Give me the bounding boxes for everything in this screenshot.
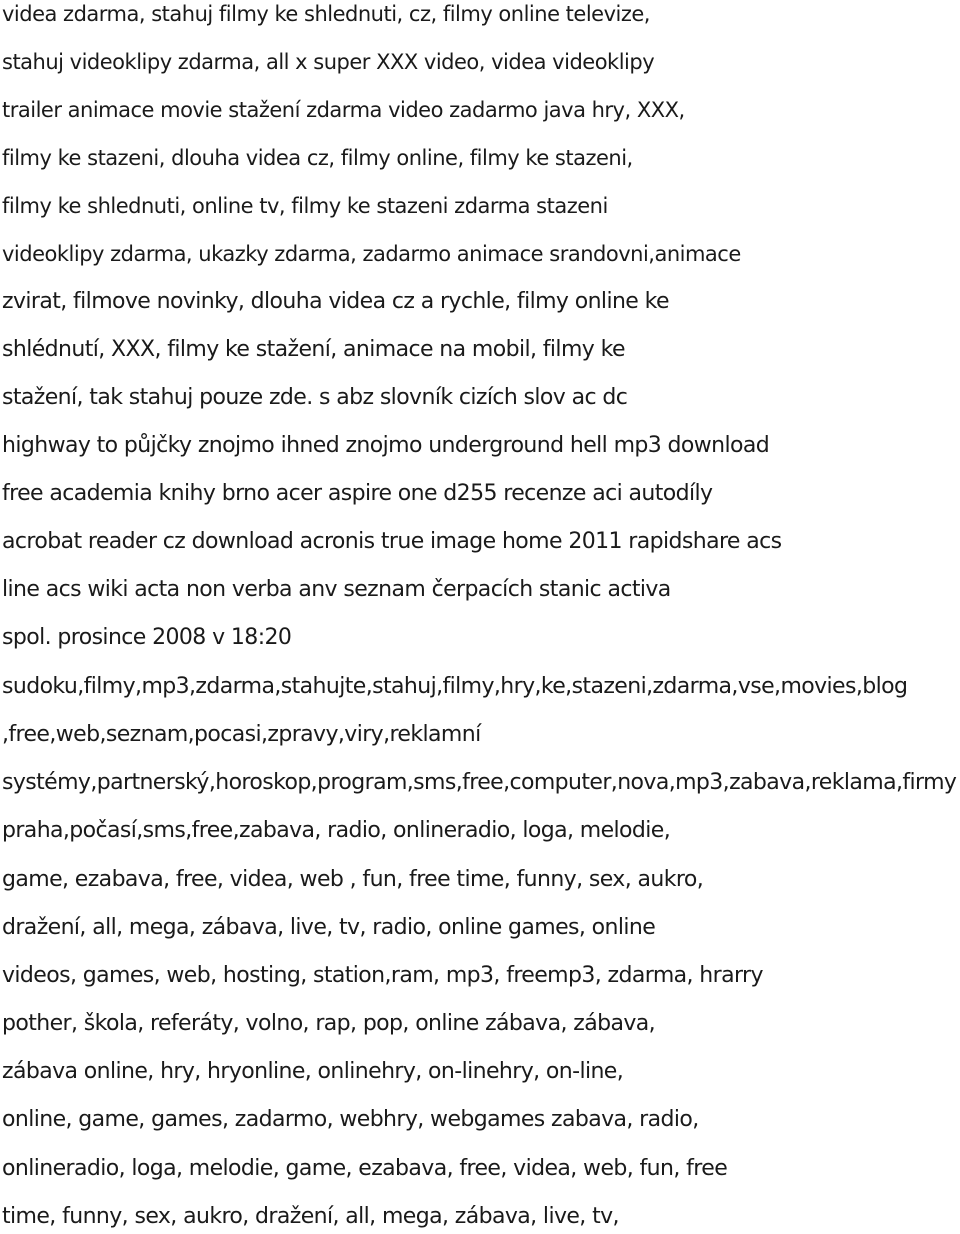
text-line: stahuj videoklipy zdarma, all x super XXX video, videa videoklipy xyxy=(2,50,655,74)
text-line: online, game, games, zadarmo, webhry, webgames zabava, radio, xyxy=(2,1107,699,1132)
text-line: game, ezabava, free, videa, web , fun, free time, funny, sex, aukro, xyxy=(2,867,704,892)
text-line: sudoku,filmy,mp3,zdarma,stahujte,stahuj,filmy,hry,ke,stazeni,zdarma,vse,movies,blog xyxy=(2,674,908,699)
text-line: praha,počasí,sms,free,zabava, radio, onlineradio, loga, melodie, xyxy=(2,818,671,843)
text-line: onlineradio, loga, melodie, game, ezabava, free, videa, web, fun, free xyxy=(2,1156,728,1181)
text-line: stažení, tak stahuj pouze zde. s abz slovník cizích slov ac dc xyxy=(2,385,628,410)
text-line: acrobat reader cz download acronis true image home 2011 rapidshare acs xyxy=(2,529,782,554)
text-line: videos, games, web, hosting, station,ram, mp3, freemp3, zdarma, hrarry xyxy=(2,963,763,988)
text-line: free academia knihy brno acer aspire one d255 recenze aci autodíly xyxy=(2,481,713,506)
text-line: filmy ke shlednuti, online tv, filmy ke stazeni zdarma stazeni xyxy=(2,194,608,218)
text-line: filmy ke stazeni, dlouha videa cz, filmy online, filmy ke stazeni, xyxy=(2,146,633,170)
text-line: time, funny, sex, aukro, dražení, all, mega, zábava, live, tv, xyxy=(2,1204,619,1229)
text-line: systémy,partnerský,horoskop,program,sms,free,computer,nova,mp3,zabava,reklama,firmy xyxy=(2,770,957,795)
text-line: videoklipy zdarma, ukazky zdarma, zadarmo animace srandovni,animace xyxy=(2,242,741,266)
text-line: trailer animace movie stažení zdarma video zadarmo java hry, XXX, xyxy=(2,98,685,122)
text-line: spol. prosince 2008 v 18:20 xyxy=(2,625,292,650)
text-line: zábava online, hry, hryonline, onlinehry, on-linehry, on-line, xyxy=(2,1059,624,1084)
text-line: ,free,web,seznam,pocasi,zpravy,viry,reklamní xyxy=(2,722,481,747)
text-line: pother, škola, referáty, volno, rap, pop, online zábava, zábava, xyxy=(2,1011,656,1036)
text-line: line acs wiki acta non verba anv seznam čerpacích stanic activa xyxy=(2,577,671,602)
text-line: highway to půjčky znojmo ihned znojmo underground hell mp3 download xyxy=(2,433,770,458)
text-line: dražení, all, mega, zábava, live, tv, radio, online games, online xyxy=(2,915,656,940)
text-line: videa zdarma, stahuj filmy ke shlednuti, cz, filmy online televize, xyxy=(2,2,650,26)
text-line: zvirat, filmove novinky, dlouha videa cz a rychle, filmy online ke xyxy=(2,289,669,314)
text-line: shlédnutí, XXX, filmy ke stažení, animace na mobil, filmy ke xyxy=(2,337,625,362)
